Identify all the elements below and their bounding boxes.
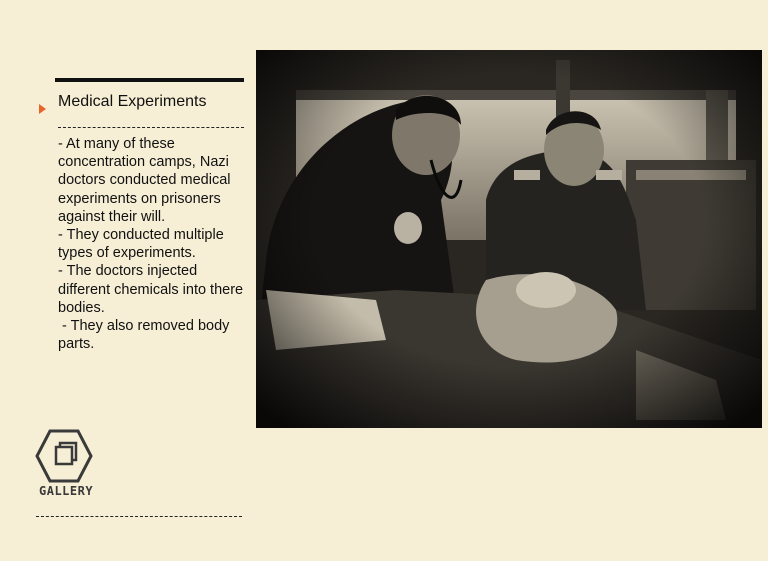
- body-text: [58, 135, 250, 353]
- photo-illustration: [256, 50, 762, 428]
- dashed-divider-bottom: [36, 516, 242, 517]
- paragraph: - They also removed body parts.: [58, 318, 234, 353]
- section-title: Medical Experiments: [58, 93, 207, 110]
- top-rule: [55, 78, 244, 82]
- historical-photo: [256, 50, 762, 428]
- gallery-hexagon-icon: [34, 428, 94, 484]
- paragraph: - At many of these concentration camps, Nazi doctors conducted medical experiments on prisoners against their will.: [58, 136, 231, 225]
- dashed-divider: [58, 127, 244, 128]
- paragraph: - They conducted multiple types of experiments.: [58, 227, 224, 262]
- gallery-label[interactable]: GALLERY: [39, 484, 94, 498]
- paragraph: - The doctors injected different chemicals into there bodies.: [58, 263, 244, 316]
- bullet-arrow-icon: [39, 104, 46, 114]
